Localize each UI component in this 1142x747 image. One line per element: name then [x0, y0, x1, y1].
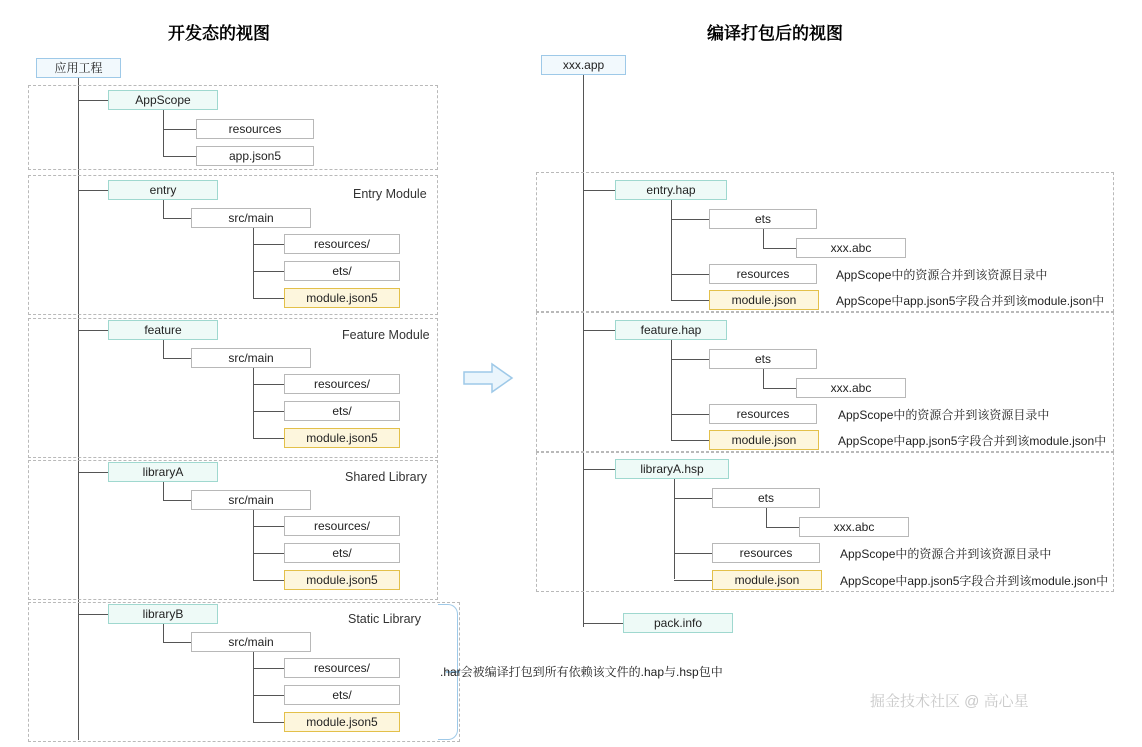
connector: [671, 340, 672, 440]
left-node-libraryb-srcmain[interactable]: src/main: [191, 632, 311, 652]
connector: [766, 508, 767, 527]
connector: [163, 200, 164, 218]
right-node-pack-info[interactable]: pack.info: [623, 613, 733, 633]
right-note-librarya-resources: AppScope中的资源合并到该资源目录中: [840, 547, 1052, 561]
connector: [253, 580, 284, 581]
left-node-libraryb-ets[interactable]: ets/: [284, 685, 400, 705]
right-note-entry-module: AppScope中app.json5字段合并到该module.json中: [836, 294, 1105, 308]
transform-arrow-icon: [462, 362, 514, 399]
connector: [671, 300, 709, 301]
right-root-node[interactable]: xxx.app: [541, 55, 626, 75]
left-node-librarya-srcmain[interactable]: src/main: [191, 490, 311, 510]
har-note: .har会被编译打包到所有依赖该文件的.hap与.hsp包中: [440, 665, 723, 679]
left-node-entry[interactable]: entry: [108, 180, 218, 200]
left-title: 开发态的视图: [168, 24, 270, 43]
left-node-entry-srcmain[interactable]: src/main: [191, 208, 311, 228]
left-node-entry-ets[interactable]: ets/: [284, 261, 400, 281]
connector: [671, 274, 709, 275]
left-node-feature[interactable]: feature: [108, 320, 218, 340]
connector: [671, 219, 709, 220]
left-node-librarya-resources[interactable]: resources/: [284, 516, 400, 536]
right-node-feature-hap[interactable]: feature.hap: [615, 320, 727, 340]
connector: [78, 614, 108, 615]
left-label-static-library: Static Library: [348, 612, 421, 626]
connector: [78, 330, 108, 331]
left-label-shared-library: Shared Library: [345, 470, 427, 484]
right-title: 编译打包后的视图: [707, 24, 843, 43]
right-node-entry-module-json[interactable]: module.json: [709, 290, 819, 310]
right-note-entry-resources: AppScope中的资源合并到该资源目录中: [836, 268, 1048, 282]
right-node-entry-hap[interactable]: entry.hap: [615, 180, 727, 200]
connector: [253, 384, 284, 385]
right-node-entry-resources[interactable]: resources: [709, 264, 817, 284]
connector: [253, 553, 284, 554]
connector: [253, 368, 254, 438]
connector: [253, 668, 284, 669]
connector: [78, 100, 108, 101]
connector: [253, 228, 254, 298]
right-node-feature-ets[interactable]: ets: [709, 349, 817, 369]
connector: [766, 527, 799, 528]
connector: [583, 469, 615, 470]
connector: [253, 652, 254, 722]
left-node-feature-resources[interactable]: resources/: [284, 374, 400, 394]
connector: [674, 553, 712, 554]
left-node-librarya[interactable]: libraryA: [108, 462, 218, 482]
connector: [763, 248, 796, 249]
right-node-librarya-resources[interactable]: resources: [712, 543, 820, 563]
left-node-feature-ets[interactable]: ets/: [284, 401, 400, 421]
connector: [163, 482, 164, 500]
connector: [163, 500, 191, 501]
connector: [671, 200, 672, 300]
connector: [763, 369, 764, 388]
connector: [671, 359, 709, 360]
right-node-entry-abc[interactable]: xxx.abc: [796, 238, 906, 258]
left-node-entry-module-json5[interactable]: module.json5: [284, 288, 400, 308]
left-node-entry-resources[interactable]: resources/: [284, 234, 400, 254]
left-node-feature-srcmain[interactable]: src/main: [191, 348, 311, 368]
right-note-librarya-module: AppScope中app.json5字段合并到该module.json中: [840, 574, 1109, 588]
connector: [163, 156, 196, 157]
connector: [163, 624, 164, 642]
right-node-feature-module-json[interactable]: module.json: [709, 430, 819, 450]
connector: [163, 129, 196, 130]
left-label-entry-module: Entry Module: [353, 187, 427, 201]
connector: [763, 388, 796, 389]
connector: [671, 440, 709, 441]
connector: [253, 298, 284, 299]
left-node-librarya-ets[interactable]: ets/: [284, 543, 400, 563]
connector: [253, 526, 284, 527]
right-node-librarya-hsp[interactable]: libraryA.hsp: [615, 459, 729, 479]
left-node-app-json5[interactable]: app.json5: [196, 146, 314, 166]
connector: [583, 623, 623, 624]
connector: [763, 229, 764, 248]
connector: [674, 479, 675, 579]
left-node-appscope-resources[interactable]: resources: [196, 119, 314, 139]
connector: [78, 190, 108, 191]
right-note-feature-module: AppScope中app.json5字段合并到该module.json中: [838, 434, 1107, 448]
connector: [253, 722, 284, 723]
connector: [253, 411, 284, 412]
connector: [163, 218, 191, 219]
right-node-entry-ets[interactable]: ets: [709, 209, 817, 229]
right-node-librarya-abc[interactable]: xxx.abc: [799, 517, 909, 537]
connector: [674, 498, 712, 499]
left-node-librarya-module-json5[interactable]: module.json5: [284, 570, 400, 590]
connector: [78, 472, 108, 473]
connector: [253, 244, 284, 245]
connector: [253, 438, 284, 439]
right-node-librarya-module-json[interactable]: module.json: [712, 570, 822, 590]
connector: [163, 642, 191, 643]
connector: [583, 190, 615, 191]
connector: [253, 510, 254, 580]
connector: [253, 271, 284, 272]
left-label-feature-module: Feature Module: [342, 328, 430, 342]
left-node-libraryb-module-json5[interactable]: module.json5: [284, 712, 400, 732]
right-node-librarya-ets[interactable]: ets: [712, 488, 820, 508]
left-node-libraryb-resources[interactable]: resources/: [284, 658, 400, 678]
connector: [163, 110, 164, 156]
right-node-feature-abc[interactable]: xxx.abc: [796, 378, 906, 398]
connector: [163, 358, 191, 359]
left-root-node[interactable]: 应用工程: [36, 58, 121, 78]
connector: [674, 580, 712, 581]
left-node-appscope[interactable]: AppScope: [108, 90, 218, 110]
right-node-feature-resources[interactable]: resources: [709, 404, 817, 424]
watermark: 掘金技术社区 @ 高心星: [870, 693, 1029, 710]
left-node-libraryb[interactable]: libraryB: [108, 604, 218, 624]
connector: [583, 330, 615, 331]
left-node-feature-module-json5[interactable]: module.json5: [284, 428, 400, 448]
connector: [671, 414, 709, 415]
connector: [163, 340, 164, 358]
right-note-feature-resources: AppScope中的资源合并到该资源目录中: [838, 408, 1050, 422]
connector: [253, 695, 284, 696]
